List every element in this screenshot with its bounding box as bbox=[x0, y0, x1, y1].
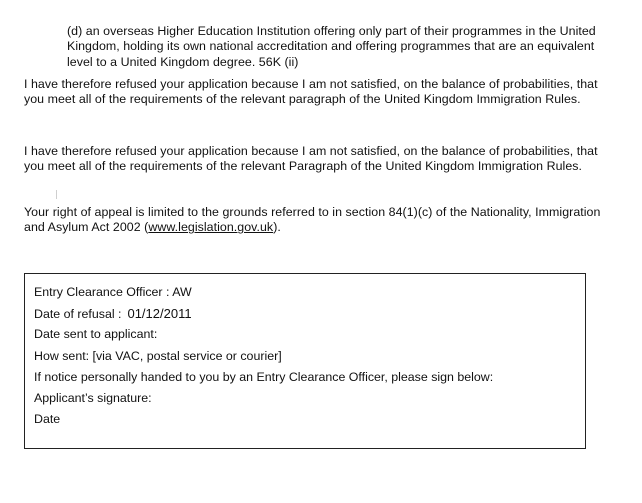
refusal-details-box bbox=[24, 273, 586, 449]
refusal-date-row bbox=[34, 303, 585, 324]
refusal-paragraph-1: I have therefore refused your application because I am not satisfied, on the balance of probabilities, that you meet all of the requirements of the relevant paragraph of the United Kingdom Immigration Rules. bbox=[24, 77, 598, 107]
hand-delivery-note: If notice personally handed to you by an Entry Clearance Officer, please sign below: bbox=[34, 369, 494, 384]
appeal-text-after-link: ). bbox=[273, 220, 281, 235]
sent-date-row: Date sent to applicant: bbox=[34, 327, 158, 342]
refusal-date-value: 01/12/2011 bbox=[127, 306, 192, 322]
officer-row: Entry Clearance Officer : AW bbox=[34, 285, 192, 299]
appeal-text-before-link: Your right of appeal is limited to the grounds referred to in section 84(1)(c) of the Nationality, Immigration and Asylum Act 2002 ( bbox=[24, 205, 601, 235]
refusal-paragraph-2: I have therefore refused your application because I am not satisfied, on the balance of probabilities, that you meet all of the requirements of the relevant Paragraph of the United Kingdom Immigration Rules. bbox=[24, 144, 598, 174]
clause-d-text: (d) an overseas Higher Education Institution offering only part of their programmes in the United Kingdom, holding its own national accreditation and offering programmes that are an equivalent level to a United Kingdom degree. 56K (ii) bbox=[67, 24, 596, 69]
how-sent-row: How sent: [via VAC, postal service or courier] bbox=[34, 348, 282, 363]
scan-speck bbox=[56, 190, 57, 199]
date-row: Date bbox=[34, 412, 61, 427]
refusal-date-label: Date of refusal : bbox=[34, 307, 122, 322]
appeal-paragraph bbox=[24, 205, 614, 236]
legislation-link[interactable]: www.legislation.gov.uk bbox=[148, 220, 274, 235]
signature-row: Applicant’s signature: bbox=[34, 390, 152, 405]
